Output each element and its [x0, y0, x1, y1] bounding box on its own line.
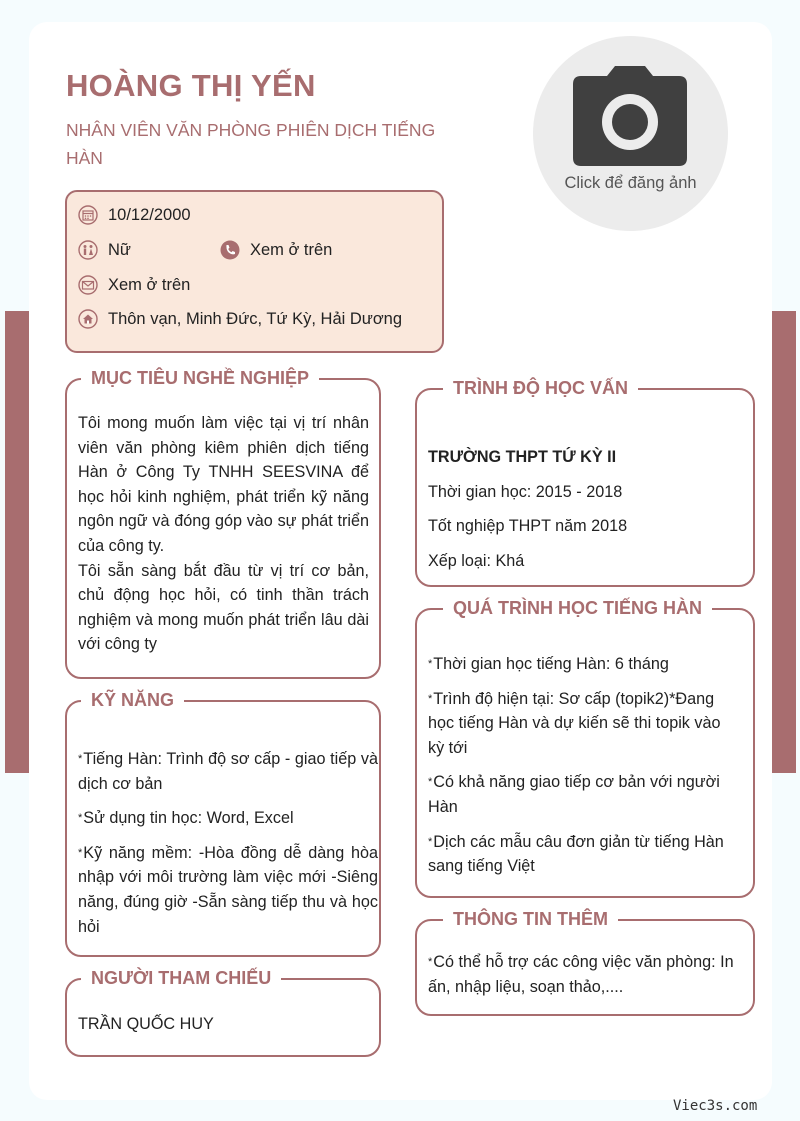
extra-info-section: [415, 909, 755, 1016]
gender-value: Nữ: [108, 240, 131, 259]
korean-text: Thời gian học tiếng Hàn: 6 tháng: [433, 655, 669, 673]
bullet: *: [428, 835, 433, 848]
bullet: *: [78, 812, 83, 825]
email-row[interactable]: [78, 275, 190, 295]
gender-icon: [78, 240, 98, 260]
skill-text: Tiếng Hàn: Trình độ sơ cấp - giao tiếp và dịch cơ bản: [78, 750, 378, 793]
email-value: Xem ở trên: [108, 275, 191, 294]
birthday-value: 10/12/2000: [108, 205, 191, 224]
korean-text: Dịch các mẫu câu đơn giản từ tiếng Hàn sang tiếng Việt: [428, 832, 724, 876]
korean-text: Có khả năng giao tiếp cơ bản với người Hàn: [428, 773, 720, 816]
study-period[interactable]: Thời gian học: 2015 - 2018: [428, 482, 623, 501]
korean-title: QUÁ TRÌNH HỌC TIẾNG HÀN: [443, 597, 712, 619]
bullet: *: [428, 658, 433, 670]
objective-section: [65, 368, 381, 679]
skill-text: Sử dụng tin học: Word, Excel: [83, 809, 294, 828]
korean-item[interactable]: [428, 770, 741, 819]
skills-title: KỸ NĂNG: [81, 689, 184, 711]
skills-section: [65, 690, 381, 957]
bullet: *: [428, 956, 433, 968]
photo-upload[interactable]: [533, 36, 728, 231]
objective-title: MỤC TIÊU NGHỀ NGHIỆP: [81, 367, 319, 389]
address-row[interactable]: [78, 309, 402, 329]
phone-icon: [220, 240, 240, 260]
education-section: [415, 378, 755, 587]
camera-icon: [571, 64, 689, 168]
references-section: [65, 968, 381, 1057]
extra-item[interactable]: [428, 950, 741, 999]
skill-text: Kỹ năng mềm: -Hòa đồng dễ dàng hòa nhập với môi trường làm việc mới -Siêng năng, đúng giờ -Sẵn sàng tiếp thu và học hỏi: [78, 843, 378, 936]
calendar-icon: [78, 205, 98, 225]
phone-row[interactable]: [220, 240, 332, 260]
references-title: NGƯỜI THAM CHIẾU: [81, 967, 281, 989]
photo-caption: Click để đăng ảnh: [564, 174, 697, 192]
skill-item[interactable]: [78, 806, 378, 831]
birthday-row[interactable]: [78, 205, 191, 225]
phone-value: Xem ở trên: [250, 240, 333, 259]
reference-name[interactable]: TRẦN QUỐC HUY: [78, 1015, 214, 1033]
objective-paragraph[interactable]: Tôi sẵn sàng bắt đầu từ vị trí cơ bản, chủ động học hỏi, có tinh thần trách nghiệm và mong muốn phát triển lâu dài với công ty: [78, 561, 369, 654]
decor-band-left: [5, 311, 29, 773]
personal-info-box: [65, 190, 444, 353]
decor-band-right: [772, 311, 796, 773]
rank-info[interactable]: Xếp loại: Khá: [428, 551, 525, 570]
korean-item[interactable]: [428, 652, 741, 677]
korean-item[interactable]: [428, 830, 741, 879]
extra-text: Có thể hỗ trợ các công việc văn phòng: In ấn, nhập liệu, soạn thảo,....: [428, 953, 734, 996]
bullet: *: [78, 846, 83, 859]
education-title: TRÌNH ĐỘ HỌC VẤN: [443, 377, 638, 399]
address-value: Thôn vạn, Minh Đức, Tứ Kỳ, Hải Dương: [108, 309, 403, 328]
korean-section: [415, 598, 755, 898]
skill-item[interactable]: [78, 747, 378, 796]
gender-row[interactable]: [78, 240, 131, 260]
korean-item[interactable]: [428, 687, 741, 761]
school-name[interactable]: TRƯỜNG THPT TỨ KỲ II: [428, 448, 617, 466]
home-icon: [78, 309, 98, 329]
candidate-name[interactable]: HOÀNG THỊ YẾN: [66, 68, 316, 103]
bullet: *: [78, 753, 83, 765]
graduation-info[interactable]: Tốt nghiệp THPT năm 2018: [428, 517, 628, 535]
email-icon: [78, 275, 98, 295]
bullet: *: [428, 776, 433, 789]
objective-paragraph[interactable]: Tôi mong muốn làm việc tại vị trí nhân viên văn phòng kiêm phiên dịch tiếng Hàn ở Công Ty TNHH SEESVINA để học hỏi kinh nghiệm, phát triển kỹ năng ngôn ngữ và đóng góp vào sự phát triển của công ty.: [78, 414, 369, 555]
extra-info-title: THÔNG TIN THÊM: [443, 908, 618, 930]
skill-item[interactable]: [78, 841, 378, 939]
watermark: Viec3s.com: [673, 1098, 758, 1114]
korean-text: Trình độ hiện tại: Sơ cấp (topik2)*Đang học tiếng Hàn và dự kiến sẽ thi topik vào kỳ tới: [428, 689, 721, 757]
job-title[interactable]: NHÂN VIÊN VĂN PHÒNG PHIÊN DỊCH TIẾNG HÀN: [66, 120, 436, 168]
bullet: *: [428, 692, 433, 705]
